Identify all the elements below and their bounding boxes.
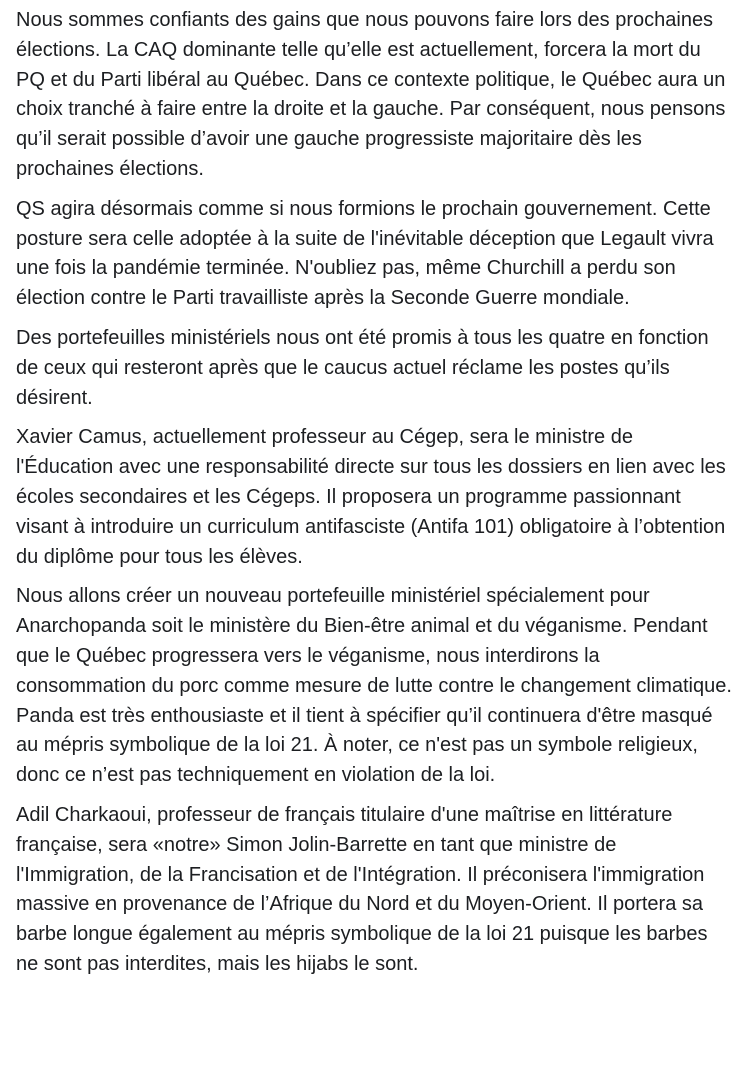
paragraph-ministerial-portfolios: Des portefeuilles ministériels nous ont été promis à tous les quatre en fonction de ceux qui resteront après que le caucus actuel réclame les postes qu’ils désirent. <box>16 326 709 409</box>
paragraph-anarchopanda: Nous allons créer un nouveau portefeuille ministériel spécialement pour Anarchopanda soit le ministère du Bien-être animal et du véganisme. Pendant que le Québec progressera vers le véganisme, nous interdirons la consommation du porc comme mesure de lutte contre le changement climatique. Panda est très enthousiaste et il tient à spécifier qu’il continuera d'être masqué au mépris symbolique de la loi 21. À noter, ce n'est pas un symbole religieux, donc ce n’est pas techniquement en violation de la loi. <box>16 585 732 787</box>
paragraph-xavier-camus: Xavier Camus, actuellement professeur au Cégep, sera le ministre de l'Éducation avec une responsabilité directe sur tous les dossiers en lien avec les écoles secondaires et les Cégeps. Il proposera un programme passionnant visant à introduire un curriculum antifasciste (Antifa 101) obligatoire à l’obtention du diplôme pour tous les élèves. <box>16 426 726 568</box>
paragraph-qs-posture: QS agira désormais comme si nous formions le prochain gouvernement. Cette posture sera celle adoptée à la suite de l'inévitable déception que Legault vivra une fois la pandémie terminée. N'oubliez pas, même Churchill a perdu son élection contre le Parti travailliste après la Seconde Guerre mondiale. <box>16 197 714 310</box>
paragraph-adil-charkaoui: Adil Charkaoui, professeur de français titulaire d'une maîtrise en littérature française, sera «notre» Simon Jolin-Barrette en tant que ministre de l'Immigration, de la Francisation et de l'Intégration. Il préconisera l'immigration massive en provenance de l’Afrique du Nord et du Moyen-Orient. Il portera sa barbe longue également au mépris symbolique de la loi 21 puisque les barbes ne sont pas interdites, mais les hijabs le sont. <box>16 803 708 975</box>
paragraph-gains-elections: Nous sommes confiants des gains que nous pouvons faire lors des prochaines élections. La CAQ dominante telle qu’elle est actuellement, forcera la mort du PQ et du Parti libéral au Québec. Dans ce contexte politique, le Québec aura un choix tranché à faire entre la droite et la gauche. Par conséquent, nous pensons qu’il serait possible d’avoir une gauche progressiste majoritaire dès les prochaines élections. <box>16 9 726 180</box>
